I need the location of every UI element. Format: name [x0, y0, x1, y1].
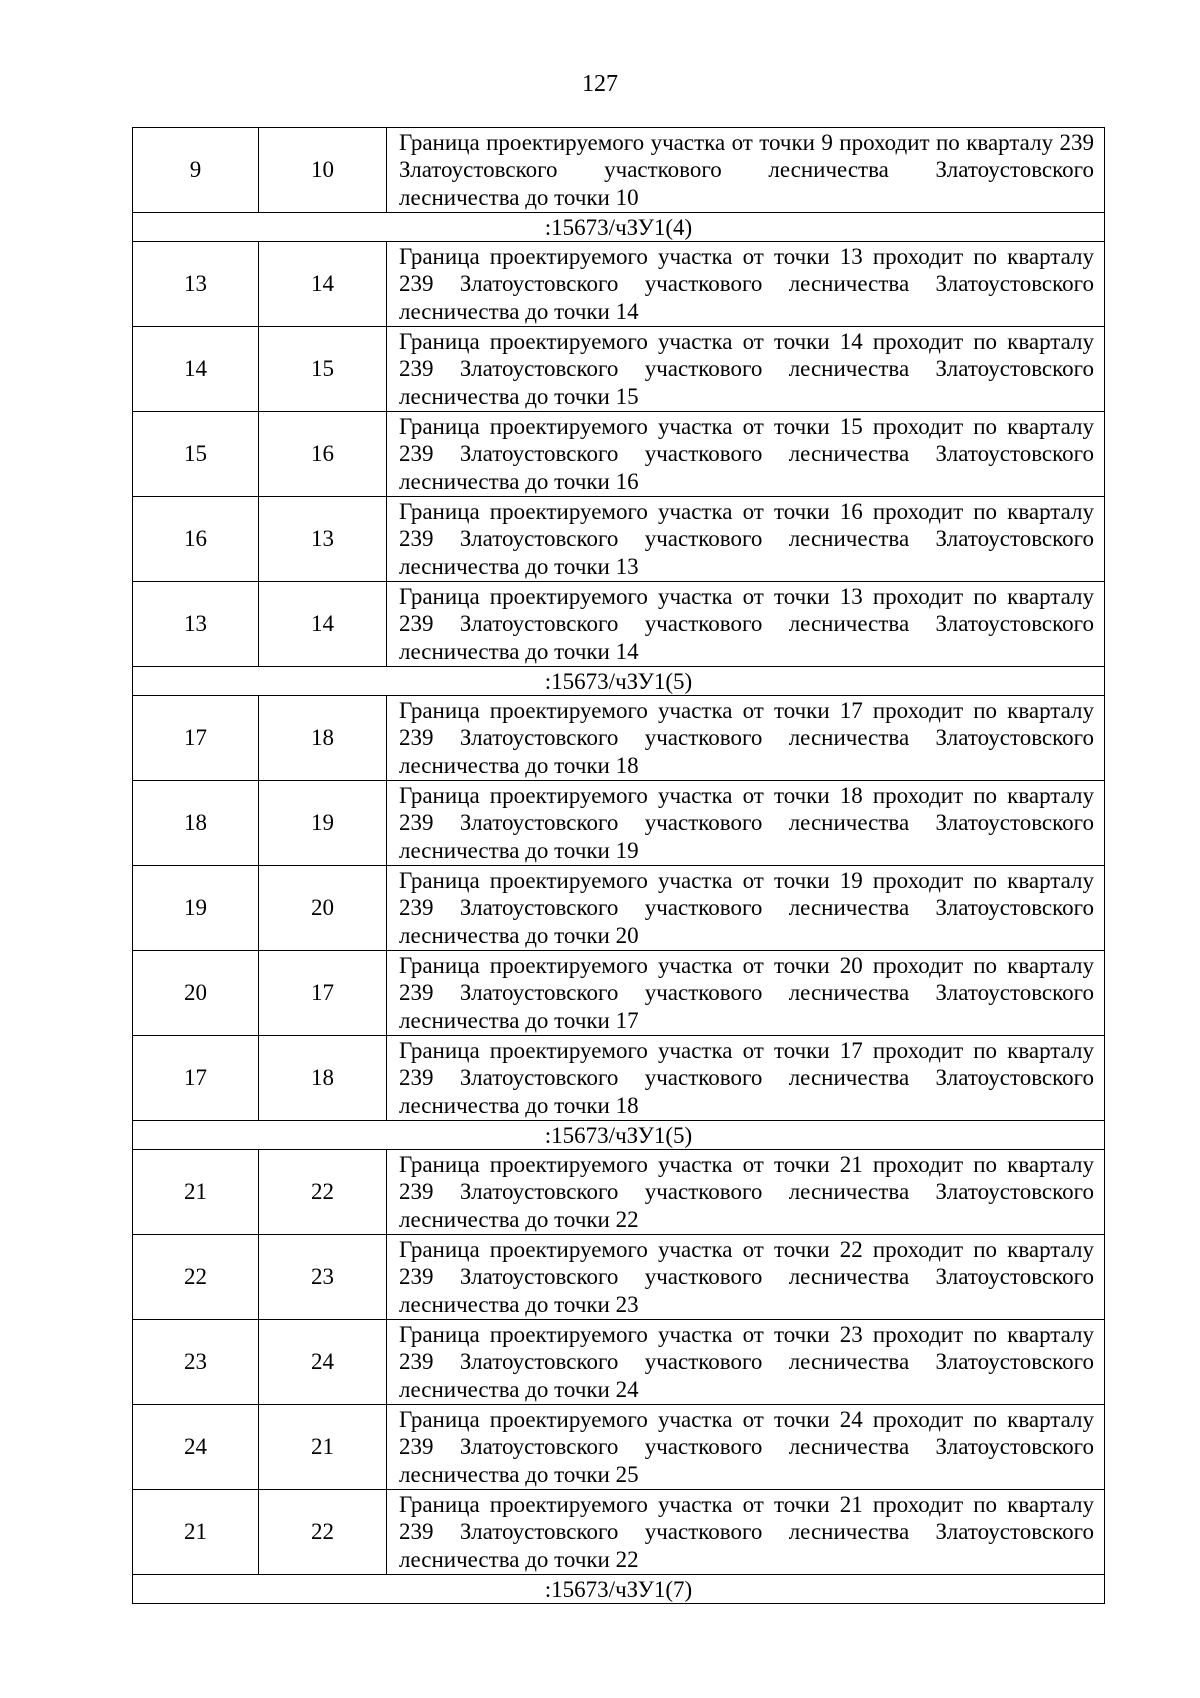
point-to-cell: 23 [259, 1235, 387, 1320]
point-from-cell: 18 [133, 781, 259, 866]
point-from-cell: 24 [133, 1405, 259, 1490]
point-from-cell: 21 [133, 1490, 259, 1575]
page-number: 127 [582, 71, 618, 97]
table-row [133, 781, 1105, 866]
boundary-description-cell: Граница проектируемого участка от точки 17 проходит по кварталу 239 Златоустовского участкового лесничества Златоустовского лесничества до точки 18 [387, 696, 1105, 781]
point-from-cell: 17 [133, 696, 259, 781]
point-to-cell: 10 [259, 128, 387, 213]
point-to-cell: 24 [259, 1320, 387, 1405]
point-to-cell: 19 [259, 781, 387, 866]
point-to-cell: 14 [259, 242, 387, 327]
table-row [133, 582, 1105, 667]
section-header-row [133, 667, 1105, 696]
point-from-cell: 9 [133, 128, 259, 213]
point-from-cell: 14 [133, 327, 259, 412]
table-row [133, 327, 1105, 412]
boundary-description-cell: Граница проектируемого участка от точки 21 проходит по кварталу 239 Златоустовского участкового лесничества Златоустовского лесничества до точки 22 [387, 1150, 1105, 1235]
point-from-cell: 19 [133, 866, 259, 951]
point-to-cell: 14 [259, 582, 387, 667]
point-from-cell: 23 [133, 1320, 259, 1405]
point-from-cell: 16 [133, 497, 259, 582]
table-row [133, 866, 1105, 951]
boundary-description-cell: Граница проектируемого участка от точки 14 проходит по кварталу 239 Златоустовского участкового лесничества Златоустовского лесничества до точки 15 [387, 327, 1105, 412]
point-to-cell: 22 [259, 1490, 387, 1575]
table-row [133, 951, 1105, 1036]
table-row [133, 242, 1105, 327]
boundary-description-cell: Граница проектируемого участка от точки 21 проходит по кварталу 239 Златоустовского участкового лесничества Златоустовского лесничества до точки 22 [387, 1490, 1105, 1575]
point-to-cell: 13 [259, 497, 387, 582]
section-label: :15673/чЗУ1(5) [133, 1121, 1105, 1150]
section-header-row [133, 213, 1105, 242]
section-header-row [133, 1575, 1105, 1604]
boundary-description-cell: Граница проектируемого участка от точки 22 проходит по кварталу 239 Златоустовского участкового лесничества Златоустовского лесничества до точки 23 [387, 1235, 1105, 1320]
point-from-cell: 17 [133, 1036, 259, 1121]
point-from-cell: 20 [133, 951, 259, 1036]
point-from-cell: 13 [133, 582, 259, 667]
point-to-cell: 17 [259, 951, 387, 1036]
table-row [133, 1235, 1105, 1320]
point-from-cell: 13 [133, 242, 259, 327]
table-row [133, 1405, 1105, 1490]
point-to-cell: 18 [259, 1036, 387, 1121]
table-row [133, 1150, 1105, 1235]
section-header-row [133, 1121, 1105, 1150]
point-to-cell: 21 [259, 1405, 387, 1490]
point-to-cell: 22 [259, 1150, 387, 1235]
table-row [133, 497, 1105, 582]
point-to-cell: 18 [259, 696, 387, 781]
table-row [133, 1490, 1105, 1575]
boundary-description-cell: Граница проектируемого участка от точки 20 проходит по кварталу 239 Златоустовского участкового лесничества Златоустовского лесничества до точки 17 [387, 951, 1105, 1036]
point-from-cell: 15 [133, 412, 259, 497]
point-to-cell: 15 [259, 327, 387, 412]
table-row [133, 128, 1105, 213]
point-to-cell: 16 [259, 412, 387, 497]
boundary-description-table [132, 127, 1105, 1604]
boundary-description-cell: Граница проектируемого участка от точки 24 проходит по кварталу 239 Златоустовского участкового лесничества Златоустовского лесничества до точки 25 [387, 1405, 1105, 1490]
table-row [133, 1320, 1105, 1405]
boundary-description-cell: Граница проектируемого участка от точки 19 проходит по кварталу 239 Златоустовского участкового лесничества Златоустовского лесничества до точки 20 [387, 866, 1105, 951]
boundary-description-cell: Граница проектируемого участка от точки 17 проходит по кварталу 239 Златоустовского участкового лесничества Златоустовского лесничества до точки 18 [387, 1036, 1105, 1121]
boundary-description-cell: Граница проектируемого участка от точки 13 проходит по кварталу 239 Златоустовского участкового лесничества Златоустовского лесничества до точки 14 [387, 242, 1105, 327]
boundary-description-cell: Граница проектируемого участка от точки 9 проходит по кварталу 239 Златоустовского участкового лесничества Златоустовского лесничества до точки 10 [387, 128, 1105, 213]
point-from-cell: 21 [133, 1150, 259, 1235]
point-from-cell: 22 [133, 1235, 259, 1320]
table-row [133, 1036, 1105, 1121]
table-body [133, 128, 1105, 1604]
boundary-description-cell: Граница проектируемого участка от точки 16 проходит по кварталу 239 Златоустовского участкового лесничества Златоустовского лесничества до точки 13 [387, 497, 1105, 582]
boundary-description-cell: Граница проектируемого участка от точки 13 проходит по кварталу 239 Златоустовского участкового лесничества Златоустовского лесничества до точки 14 [387, 582, 1105, 667]
boundary-description-cell: Граница проектируемого участка от точки 18 проходит по кварталу 239 Златоустовского участкового лесничества Златоустовского лесничества до точки 19 [387, 781, 1105, 866]
point-to-cell: 20 [259, 866, 387, 951]
section-label: :15673/чЗУ1(7) [133, 1575, 1105, 1604]
table-row [133, 412, 1105, 497]
boundary-description-cell: Граница проектируемого участка от точки 15 проходит по кварталу 239 Златоустовского участкового лесничества Златоустовского лесничества до точки 16 [387, 412, 1105, 497]
table-row [133, 696, 1105, 781]
section-label: :15673/чЗУ1(5) [133, 667, 1105, 696]
section-label: :15673/чЗУ1(4) [133, 213, 1105, 242]
boundary-description-cell: Граница проектируемого участка от точки 23 проходит по кварталу 239 Златоустовского участкового лесничества Златоустовского лесничества до точки 24 [387, 1320, 1105, 1405]
